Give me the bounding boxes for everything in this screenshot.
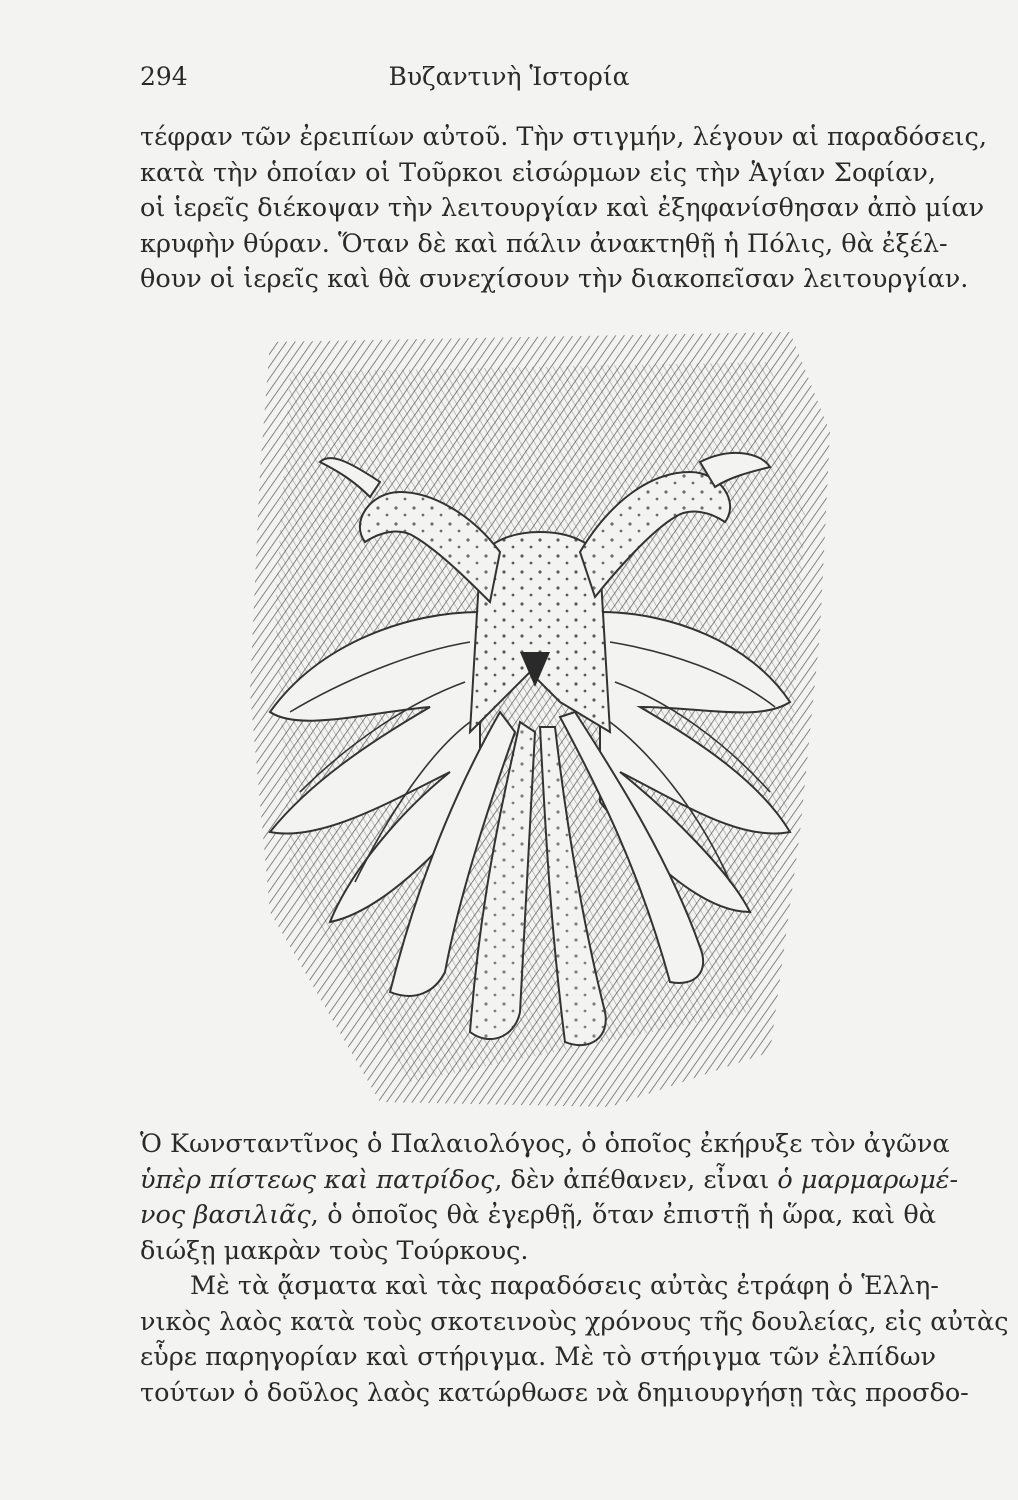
text-line: Ὁ Κωνσταντῖνος ὁ Παλαιολόγος, ὁ ὁποῖος ἐκήρυξε τὸν ἀγῶνα (140, 1129, 950, 1159)
double-headed-eagle-illustration (230, 312, 842, 1120)
text-line: τούτων ὁ δοῦλος λαὸς κατώρθωσε νὰ δημιουργήσῃ τὰς προσδο- (140, 1377, 969, 1408)
text-line: διώξῃ μακρὰν τοὺς Τούρκους. (140, 1235, 529, 1266)
italic-phrase: νος βασιλιᾶς (140, 1200, 311, 1230)
paragraph-3 (140, 1269, 1009, 1411)
text-line-mixed (140, 1198, 936, 1234)
italic-phrase: ὁ μαρμαρωμέ- (777, 1164, 959, 1195)
text-line: κρυφὴν θύραν. Ὅταν δὲ καὶ πάλιν ἀνακτηθῇ ἡ Πόλις, θὰ ἐξέλ- (140, 228, 948, 259)
eagle-drawing (230, 312, 842, 1120)
paragraph-1 (140, 120, 987, 298)
text-line: οἱ ἱερεῖς διέκοψαν τὴν λειτουργίαν καὶ ἐξηφανίσθησαν ἀπὸ μίαν (140, 193, 985, 223)
text-line: νικὸς λαὸς κατὰ τοὺς σκοτεινοὺς χρόνους τῆς δουλείας, εἰς αὐτὰς (140, 1306, 1009, 1337)
running-title: Βυζαντινὴ Ἱστορία (388, 62, 630, 91)
page-number: 294 (140, 62, 188, 91)
text-line-mixed (140, 1163, 959, 1199)
text-line: τέφραν τῶν ἐρειπίων αὐτοῦ. Τὴν στιγμήν, λέγουν αἱ παραδόσεις, (140, 122, 987, 152)
text-run: , ὁ ὁποῖος θὰ ἐγερθῇ, ὅταν ἐπιστῇ ἡ ὥρα, καὶ θὰ (310, 1200, 936, 1230)
text-line: θουν οἱ ἱερεῖς καὶ θὰ συνεχίσουν τὴν διακοπεῖσαν λειτουργίαν. (140, 264, 969, 294)
paragraph-2 (140, 1127, 959, 1269)
text-line: κατὰ τὴν ὁποίαν οἱ Τοῦρκοι εἰσώρμων εἰς τὴν Ἁγίαν Σοφίαν, (140, 157, 936, 188)
text-run: , δὲν ἀπέθανεν, εἶναι (494, 1164, 778, 1195)
text-line: εὗρε παρηγορίαν καὶ στήριγμα. Μὲ τὸ στήριγμα τῶν ἐλπίδων (140, 1342, 936, 1372)
italic-phrase: ὑπὲρ πίστεως καὶ πατρίδος (140, 1164, 495, 1195)
text-line: Μὲ τὰ ᾄσματα καὶ τὰς παραδόσεις αὐτὰς ἐτράφη ὁ Ἑλλη- (190, 1271, 939, 1301)
